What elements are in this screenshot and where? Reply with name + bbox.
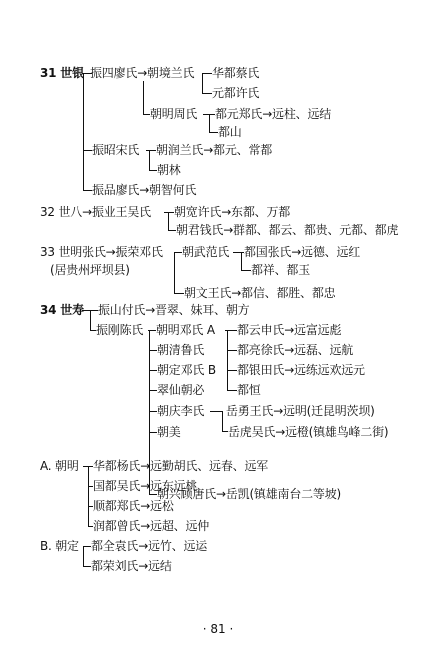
entry-chao-lin: 朝林 xyxy=(157,163,181,177)
location-note: (居贵州坪坝县) xyxy=(50,263,130,277)
entry-hua-du: 华都蔡氏 xyxy=(212,66,260,80)
entry-du-guo: 都国张氏→远德、远红 xyxy=(244,245,361,259)
branch-line xyxy=(202,73,203,93)
entry-chao-qing-li: 朝庆李氏 xyxy=(157,404,205,418)
branch-line xyxy=(174,252,182,253)
entry-du-yin: 都银田氏→远练远欢远元 xyxy=(237,363,365,377)
branch-line xyxy=(227,370,237,371)
entry-chao-wu: 朝武范氏 xyxy=(182,245,230,259)
entry-chao-ming-deng: 朝明邓氏 A xyxy=(156,323,215,337)
branch-line xyxy=(168,230,176,231)
branch-line xyxy=(174,293,184,294)
branch-line xyxy=(241,252,242,270)
gen-32-label: 32 世八→振业王吴氏 xyxy=(40,205,151,219)
branch-line xyxy=(202,73,212,74)
branch-line xyxy=(88,466,89,526)
branch-line xyxy=(164,212,174,213)
branch-line xyxy=(168,212,169,230)
entry-run-du: 润都曾氏→远超、远仲 xyxy=(93,519,210,533)
entry-shun-du: 顺都郑氏→远松 xyxy=(93,499,174,513)
branch-line xyxy=(149,170,157,171)
branch-line xyxy=(209,114,210,132)
branch-line xyxy=(83,546,84,566)
branch-line xyxy=(149,350,157,351)
entry-du-rong: 都荣刘氏→远结 xyxy=(91,559,172,573)
branch-line xyxy=(174,252,175,293)
branch-line xyxy=(83,190,92,191)
branch-line xyxy=(227,330,228,390)
branch-line xyxy=(146,150,156,151)
entry-chao-run: 朝润兰氏→都元、常都 xyxy=(156,143,273,157)
entry-du-heng: 都恒 xyxy=(237,383,261,397)
section-b-label: B. 朝定 xyxy=(40,539,79,553)
branch-line xyxy=(149,494,157,495)
entry-cui-xian: 翠仙朝必 xyxy=(157,383,205,397)
entry-chao-xing: 朝兴顾唐氏→岳凯(镇雄南台二等坡) xyxy=(157,487,342,501)
entry-chao-ding: 朝定邓氏 B xyxy=(157,363,216,377)
branch-line xyxy=(227,390,237,391)
branch-line xyxy=(83,546,91,547)
gen-31-label: 31 世银 xyxy=(40,66,84,80)
branch-line xyxy=(149,370,157,371)
branch-line xyxy=(83,150,92,151)
branch-line xyxy=(241,270,251,271)
branch-line xyxy=(143,81,144,114)
page-number: · 81 · xyxy=(202,622,234,636)
branch-line xyxy=(209,132,218,133)
entry-du-xiang: 都祥、都玉 xyxy=(251,263,311,277)
branch-line xyxy=(149,150,150,170)
entry-zhen-gang: 振刚陈氏 xyxy=(96,323,144,337)
branch-line xyxy=(83,73,84,191)
branch-line xyxy=(149,432,157,433)
entry-yue-hu: 岳虎吴氏→远橙(镇雄鸟峰二街) xyxy=(228,425,389,439)
entry-zhen-si: 振四廖氏→朝境兰氏 xyxy=(90,66,195,80)
gen-33-label: 33 世明张氏→振荣邓氏 xyxy=(40,245,163,259)
entry-du-shan: 都山 xyxy=(218,125,242,139)
entry-du-yuan-zheng: 都元郑氏→远柱、远结 xyxy=(215,107,332,121)
entry-chao-jun: 朝君钱氏→群都、都云、都贵、元都、都虎 xyxy=(176,223,399,237)
branch-line xyxy=(227,350,237,351)
entry-guo-du: 国都吴氏→远东远桃 xyxy=(93,479,198,493)
entry-du-yun: 都云申氏→远富远彪 xyxy=(237,323,342,337)
entry-chao-ming-zhou: 朝明周氏 xyxy=(150,107,198,121)
entry-du-quan: 都全袁氏→远竹、远运 xyxy=(91,539,208,553)
branch-line xyxy=(143,114,150,115)
section-a-label: A. 朝明 xyxy=(40,459,79,473)
branch-line xyxy=(233,252,244,253)
entry-du-liang: 都亮徐氏→远磊、远航 xyxy=(237,343,354,357)
branch-line xyxy=(202,93,212,94)
entry-chao-kuan: 朝宽许氏→东都、万都 xyxy=(174,205,291,219)
entry-zhen-pin: 振品廖氏→朝智何氏 xyxy=(92,183,197,197)
entry-yuan-du: 元都许氏 xyxy=(212,86,260,100)
entry-hua-du-yang: 华都杨氏→远勤胡氏、远春、远军 xyxy=(93,459,269,473)
entry-chao-wen: 朝文王氏→都信、都胜、都忠 xyxy=(184,286,336,300)
entry-zhen-zhao: 振昭宋氏 xyxy=(92,143,140,157)
entry-yue-yong: 岳勇王氏→远明(迁昆明茨坝) xyxy=(226,404,375,418)
branch-line xyxy=(149,390,157,391)
branch-line xyxy=(222,411,223,431)
branch-line xyxy=(83,566,91,567)
branch-line xyxy=(149,411,157,412)
entry-zhen-shan: 振山付氏→晋翠、妹耳、朝方 xyxy=(98,303,250,317)
entry-chao-mei: 朝美 xyxy=(157,425,181,439)
branch-line xyxy=(90,310,91,330)
branch-line xyxy=(210,411,222,412)
gen-34-label: 34 世寿 xyxy=(40,303,84,317)
entry-chao-qing: 朝清鲁氏 xyxy=(157,343,205,357)
